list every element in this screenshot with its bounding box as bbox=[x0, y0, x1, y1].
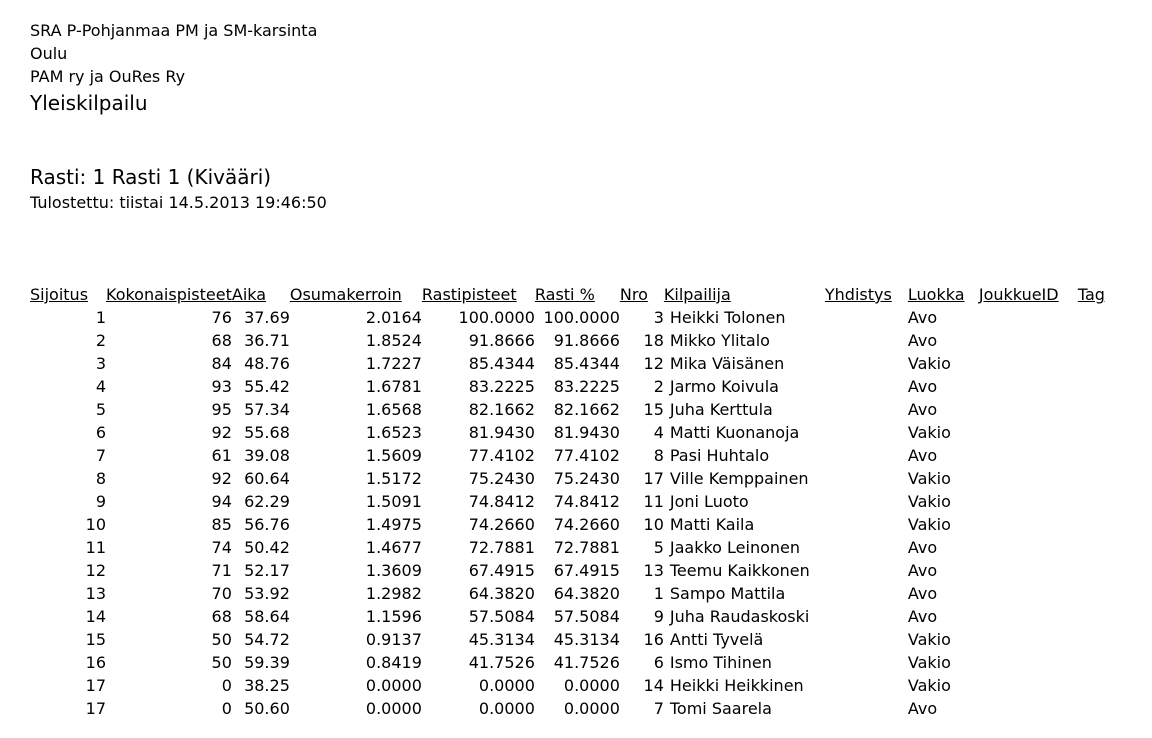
club-cell bbox=[825, 467, 908, 490]
time-cell: 39.08 bbox=[244, 446, 290, 465]
table-row bbox=[30, 697, 1116, 720]
competitor-number-cell: 4 bbox=[653, 423, 664, 442]
placement-cell: 2 bbox=[95, 331, 106, 350]
stage-points-cell: 91.8666 bbox=[468, 331, 535, 350]
competitor-name-cell: Antti Tyvelä bbox=[669, 630, 764, 649]
competitor-name-cell: Juha Raudaskoski bbox=[669, 607, 810, 626]
competitor-name-cell: Pasi Huhtalo bbox=[669, 446, 770, 465]
placement-cell: 13 bbox=[85, 584, 106, 603]
stage-percent-cell: 91.8666 bbox=[553, 331, 620, 350]
column-header-luokka: Luokka bbox=[907, 285, 965, 304]
hit-factor-cell: 1.4975 bbox=[365, 515, 422, 534]
squad-id-cell bbox=[979, 490, 1078, 513]
competitor-number-cell: 6 bbox=[653, 653, 664, 672]
club-cell bbox=[825, 490, 908, 513]
squad-id-cell bbox=[979, 651, 1078, 674]
competitor-name-cell: Mika Väisänen bbox=[669, 354, 785, 373]
stage-percent-cell: 77.4102 bbox=[553, 446, 620, 465]
competitor-name-cell: Jaakko Leinonen bbox=[669, 538, 801, 557]
hit-factor-cell: 2.0164 bbox=[365, 308, 422, 327]
stage-points-cell: 0.0000 bbox=[478, 676, 535, 695]
competitor-name-cell: Juha Kerttula bbox=[669, 400, 773, 419]
division-cell: Vakio bbox=[907, 423, 951, 442]
tag-cell bbox=[1078, 467, 1116, 490]
competitor-name-cell: Joni Luoto bbox=[669, 492, 749, 511]
results-header-row bbox=[30, 283, 1116, 306]
stage-percent-cell: 85.4344 bbox=[553, 354, 620, 373]
placement-cell: 8 bbox=[95, 469, 106, 488]
squad-id-cell bbox=[979, 513, 1078, 536]
hit-factor-cell: 1.6568 bbox=[365, 400, 422, 419]
column-header-aika: Aika bbox=[231, 285, 267, 304]
total-points-cell: 0 bbox=[221, 676, 232, 695]
club-cell bbox=[825, 674, 908, 697]
total-points-cell: 50 bbox=[211, 653, 232, 672]
results-table bbox=[30, 283, 1116, 720]
club-cell bbox=[825, 513, 908, 536]
hit-factor-cell: 1.2982 bbox=[365, 584, 422, 603]
competitor-name-cell: Ville Kemppainen bbox=[669, 469, 809, 488]
stage-percent-cell: 74.8412 bbox=[553, 492, 620, 511]
stage-points-cell: 64.3820 bbox=[468, 584, 535, 603]
competitor-number-cell: 8 bbox=[653, 446, 664, 465]
competitor-number-cell: 1 bbox=[653, 584, 664, 603]
column-header-yhdistys: Yhdistys bbox=[824, 285, 892, 304]
competitor-name-cell: Mikko Ylitalo bbox=[669, 331, 770, 350]
club-cell bbox=[825, 536, 908, 559]
stage-points-cell: 82.1662 bbox=[468, 400, 535, 419]
competitor-number-cell: 5 bbox=[653, 538, 664, 557]
placement-cell: 11 bbox=[85, 538, 106, 557]
placement-cell: 12 bbox=[85, 561, 106, 580]
tag-cell bbox=[1078, 490, 1116, 513]
column-header-kilpailija: Kilpailija bbox=[663, 285, 731, 304]
stage-points-cell: 100.0000 bbox=[458, 308, 535, 327]
tag-cell bbox=[1078, 697, 1116, 720]
table-row bbox=[30, 513, 1116, 536]
total-points-cell: 68 bbox=[211, 607, 232, 626]
total-points-cell: 76 bbox=[211, 308, 232, 327]
competitor-number-cell: 7 bbox=[653, 699, 664, 718]
column-header-tag: Tag bbox=[1077, 285, 1105, 304]
total-points-cell: 85 bbox=[211, 515, 232, 534]
club-cell bbox=[825, 444, 908, 467]
competition-title: Yleiskilpailu bbox=[30, 91, 148, 115]
stage-percent-cell: 100.0000 bbox=[543, 308, 620, 327]
stage-percent-cell: 41.7526 bbox=[553, 653, 620, 672]
squad-id-cell bbox=[979, 306, 1078, 329]
tag-cell bbox=[1078, 651, 1116, 674]
club-cell bbox=[825, 651, 908, 674]
club-cell bbox=[825, 398, 908, 421]
placement-cell: 16 bbox=[85, 653, 106, 672]
stage-title: Rasti: 1 Rasti 1 (Kivääri) bbox=[30, 165, 272, 189]
hit-factor-cell: 1.5609 bbox=[365, 446, 422, 465]
stage-percent-cell: 64.3820 bbox=[553, 584, 620, 603]
total-points-cell: 74 bbox=[211, 538, 232, 557]
table-row bbox=[30, 467, 1116, 490]
stage-points-cell: 57.5084 bbox=[468, 607, 535, 626]
division-cell: Vakio bbox=[907, 676, 951, 695]
stage-percent-cell: 81.9430 bbox=[553, 423, 620, 442]
column-header-kokonaispisteet: Kokonaispisteet bbox=[106, 285, 232, 304]
total-points-cell: 71 bbox=[211, 561, 232, 580]
stage-points-cell: 85.4344 bbox=[468, 354, 535, 373]
club-cell bbox=[825, 697, 908, 720]
time-cell: 38.25 bbox=[244, 676, 290, 695]
competitor-number-cell: 14 bbox=[643, 676, 664, 695]
placement-cell: 9 bbox=[95, 492, 106, 511]
total-points-cell: 92 bbox=[211, 469, 232, 488]
table-row bbox=[30, 329, 1116, 352]
squad-id-cell bbox=[979, 421, 1078, 444]
stage-percent-cell: 83.2225 bbox=[553, 377, 620, 396]
hit-factor-cell: 1.8524 bbox=[365, 331, 422, 350]
tag-cell bbox=[1078, 605, 1116, 628]
stage-points-cell: 72.7881 bbox=[468, 538, 535, 557]
table-row bbox=[30, 306, 1116, 329]
table-row bbox=[30, 582, 1116, 605]
tag-cell bbox=[1078, 674, 1116, 697]
time-cell: 62.29 bbox=[244, 492, 290, 511]
squad-id-cell bbox=[979, 605, 1078, 628]
total-points-cell: 68 bbox=[211, 331, 232, 350]
table-row bbox=[30, 375, 1116, 398]
competitor-number-cell: 2 bbox=[653, 377, 664, 396]
club-cell bbox=[825, 352, 908, 375]
hit-factor-cell: 1.6523 bbox=[365, 423, 422, 442]
time-cell: 57.34 bbox=[244, 400, 290, 419]
placement-cell: 1 bbox=[95, 308, 106, 327]
club-cell bbox=[825, 582, 908, 605]
total-points-cell: 92 bbox=[211, 423, 232, 442]
tag-cell bbox=[1078, 628, 1116, 651]
time-cell: 50.42 bbox=[244, 538, 290, 557]
time-cell: 54.72 bbox=[244, 630, 290, 649]
division-cell: Vakio bbox=[907, 515, 951, 534]
table-row bbox=[30, 352, 1116, 375]
hit-factor-cell: 0.9137 bbox=[365, 630, 422, 649]
placement-cell: 7 bbox=[95, 446, 106, 465]
hit-factor-cell: 1.6781 bbox=[365, 377, 422, 396]
time-cell: 58.64 bbox=[244, 607, 290, 626]
time-cell: 56.76 bbox=[244, 515, 290, 534]
club-cell bbox=[825, 375, 908, 398]
column-header-sijoitus: Sijoitus bbox=[30, 285, 89, 304]
total-points-cell: 95 bbox=[211, 400, 232, 419]
printed-timestamp: Tulostettu: tiistai 14.5.2013 19:46:50 bbox=[30, 193, 327, 212]
squad-id-cell bbox=[979, 329, 1078, 352]
squad-id-cell bbox=[979, 559, 1078, 582]
placement-cell: 17 bbox=[85, 676, 106, 695]
stage-points-cell: 74.2660 bbox=[468, 515, 535, 534]
column-header-osumakerroin: Osumakerroin bbox=[289, 285, 402, 304]
tag-cell bbox=[1078, 559, 1116, 582]
competitor-name-cell: Sampo Mattila bbox=[669, 584, 786, 603]
event-city: Oulu bbox=[30, 44, 68, 63]
club-cell bbox=[825, 628, 908, 651]
stage-points-cell: 77.4102 bbox=[468, 446, 535, 465]
placement-cell: 14 bbox=[85, 607, 106, 626]
stage-percent-cell: 57.5084 bbox=[553, 607, 620, 626]
stage-percent-cell: 75.2430 bbox=[553, 469, 620, 488]
stage-points-cell: 41.7526 bbox=[468, 653, 535, 672]
division-cell: Vakio bbox=[907, 653, 951, 672]
time-cell: 52.17 bbox=[244, 561, 290, 580]
event-organizers: PAM ry ja OuRes Ry bbox=[30, 67, 186, 86]
table-row bbox=[30, 628, 1116, 651]
placement-cell: 17 bbox=[85, 699, 106, 718]
tag-cell bbox=[1078, 398, 1116, 421]
stage-points-cell: 0.0000 bbox=[478, 699, 535, 718]
results-body bbox=[30, 306, 1116, 720]
competitor-name-cell: Heikki Tolonen bbox=[669, 308, 786, 327]
competitor-name-cell: Teemu Kaikkonen bbox=[669, 561, 810, 580]
tag-cell bbox=[1078, 444, 1116, 467]
time-cell: 36.71 bbox=[244, 331, 290, 350]
squad-id-cell bbox=[979, 444, 1078, 467]
hit-factor-cell: 1.3609 bbox=[365, 561, 422, 580]
stage-percent-cell: 72.7881 bbox=[553, 538, 620, 557]
placement-cell: 3 bbox=[95, 354, 106, 373]
total-points-cell: 50 bbox=[211, 630, 232, 649]
total-points-cell: 0 bbox=[221, 699, 232, 718]
division-cell: Vakio bbox=[907, 630, 951, 649]
competitor-name-cell: Jarmo Koivula bbox=[669, 377, 779, 396]
squad-id-cell bbox=[979, 697, 1078, 720]
division-cell: Avo bbox=[907, 699, 938, 718]
competitor-number-cell: 16 bbox=[643, 630, 664, 649]
competitor-number-cell: 12 bbox=[643, 354, 664, 373]
table-row bbox=[30, 674, 1116, 697]
competitor-name-cell: Matti Kuonanoja bbox=[669, 423, 800, 442]
club-cell bbox=[825, 421, 908, 444]
stage-points-cell: 81.9430 bbox=[468, 423, 535, 442]
time-cell: 60.64 bbox=[244, 469, 290, 488]
club-cell bbox=[825, 306, 908, 329]
competitor-number-cell: 10 bbox=[643, 515, 664, 534]
hit-factor-cell: 1.5172 bbox=[365, 469, 422, 488]
stage-points-cell: 67.4915 bbox=[468, 561, 535, 580]
tag-cell bbox=[1078, 582, 1116, 605]
division-cell: Avo bbox=[907, 308, 938, 327]
table-row bbox=[30, 559, 1116, 582]
column-header-rasti-percent: Rasti % bbox=[534, 285, 595, 304]
table-row bbox=[30, 398, 1116, 421]
competitor-number-cell: 9 bbox=[653, 607, 664, 626]
table-row bbox=[30, 421, 1116, 444]
total-points-cell: 61 bbox=[211, 446, 232, 465]
tag-cell bbox=[1078, 329, 1116, 352]
competitor-number-cell: 13 bbox=[643, 561, 664, 580]
time-cell: 48.76 bbox=[244, 354, 290, 373]
club-cell bbox=[825, 559, 908, 582]
tag-cell bbox=[1078, 352, 1116, 375]
event-title: SRA P-Pohjanmaa PM ja SM-karsinta bbox=[30, 21, 318, 40]
squad-id-cell bbox=[979, 398, 1078, 421]
hit-factor-cell: 1.5091 bbox=[365, 492, 422, 511]
time-cell: 53.92 bbox=[244, 584, 290, 603]
stage-percent-cell: 74.2660 bbox=[553, 515, 620, 534]
tag-cell bbox=[1078, 375, 1116, 398]
club-cell bbox=[825, 329, 908, 352]
competitor-number-cell: 18 bbox=[643, 331, 664, 350]
hit-factor-cell: 0.0000 bbox=[365, 699, 422, 718]
time-cell: 50.60 bbox=[244, 699, 290, 718]
placement-cell: 10 bbox=[85, 515, 106, 534]
column-header-joukkueid: JoukkueID bbox=[978, 285, 1059, 304]
squad-id-cell bbox=[979, 628, 1078, 651]
tag-cell bbox=[1078, 513, 1116, 536]
total-points-cell: 93 bbox=[211, 377, 232, 396]
table-row bbox=[30, 651, 1116, 674]
stage-percent-cell: 67.4915 bbox=[553, 561, 620, 580]
competitor-number-cell: 11 bbox=[643, 492, 664, 511]
time-cell: 37.69 bbox=[244, 308, 290, 327]
division-cell: Avo bbox=[907, 584, 938, 603]
stage-points-cell: 75.2430 bbox=[468, 469, 535, 488]
competitor-name-cell: Tomi Saarela bbox=[669, 699, 772, 718]
division-cell: Vakio bbox=[907, 354, 951, 373]
division-cell: Avo bbox=[907, 561, 938, 580]
tag-cell bbox=[1078, 536, 1116, 559]
hit-factor-cell: 1.4677 bbox=[365, 538, 422, 557]
squad-id-cell bbox=[979, 375, 1078, 398]
time-cell: 59.39 bbox=[244, 653, 290, 672]
time-cell: 55.42 bbox=[244, 377, 290, 396]
division-cell: Avo bbox=[907, 446, 938, 465]
hit-factor-cell: 1.7227 bbox=[365, 354, 422, 373]
time-cell: 55.68 bbox=[244, 423, 290, 442]
stage-points-cell: 74.8412 bbox=[468, 492, 535, 511]
stage-percent-cell: 45.3134 bbox=[553, 630, 620, 649]
stage-points-cell: 83.2225 bbox=[468, 377, 535, 396]
total-points-cell: 94 bbox=[211, 492, 232, 511]
division-cell: Avo bbox=[907, 607, 938, 626]
table-row bbox=[30, 605, 1116, 628]
competitor-number-cell: 17 bbox=[643, 469, 664, 488]
division-cell: Avo bbox=[907, 331, 938, 350]
stage-percent-cell: 82.1662 bbox=[553, 400, 620, 419]
competitor-name-cell: Ismo Tihinen bbox=[669, 653, 772, 672]
total-points-cell: 84 bbox=[211, 354, 232, 373]
squad-id-cell bbox=[979, 674, 1078, 697]
stage-percent-cell: 0.0000 bbox=[563, 676, 620, 695]
division-cell: Avo bbox=[907, 377, 938, 396]
squad-id-cell bbox=[979, 352, 1078, 375]
tag-cell bbox=[1078, 421, 1116, 444]
division-cell: Vakio bbox=[907, 469, 951, 488]
squad-id-cell bbox=[979, 467, 1078, 490]
placement-cell: 4 bbox=[95, 377, 106, 396]
stage-percent-cell: 0.0000 bbox=[563, 699, 620, 718]
division-cell: Avo bbox=[907, 400, 938, 419]
column-header-rastipisteet: Rastipisteet bbox=[421, 285, 517, 304]
division-cell: Vakio bbox=[907, 492, 951, 511]
tag-cell bbox=[1078, 306, 1116, 329]
hit-factor-cell: 0.0000 bbox=[365, 676, 422, 695]
total-points-cell: 70 bbox=[211, 584, 232, 603]
hit-factor-cell: 1.1596 bbox=[365, 607, 422, 626]
competitor-number-cell: 15 bbox=[643, 400, 664, 419]
squad-id-cell bbox=[979, 536, 1078, 559]
column-header-nro: Nro bbox=[619, 285, 648, 304]
division-cell: Avo bbox=[907, 538, 938, 557]
placement-cell: 6 bbox=[95, 423, 106, 442]
competitor-name-cell: Heikki Heikkinen bbox=[669, 676, 804, 695]
hit-factor-cell: 0.8419 bbox=[365, 653, 422, 672]
table-row bbox=[30, 536, 1116, 559]
competitor-number-cell: 3 bbox=[653, 308, 664, 327]
table-row bbox=[30, 490, 1116, 513]
placement-cell: 5 bbox=[95, 400, 106, 419]
stage-points-cell: 45.3134 bbox=[468, 630, 535, 649]
squad-id-cell bbox=[979, 582, 1078, 605]
table-row bbox=[30, 444, 1116, 467]
competitor-name-cell: Matti Kaila bbox=[669, 515, 755, 534]
club-cell bbox=[825, 605, 908, 628]
placement-cell: 15 bbox=[85, 630, 106, 649]
